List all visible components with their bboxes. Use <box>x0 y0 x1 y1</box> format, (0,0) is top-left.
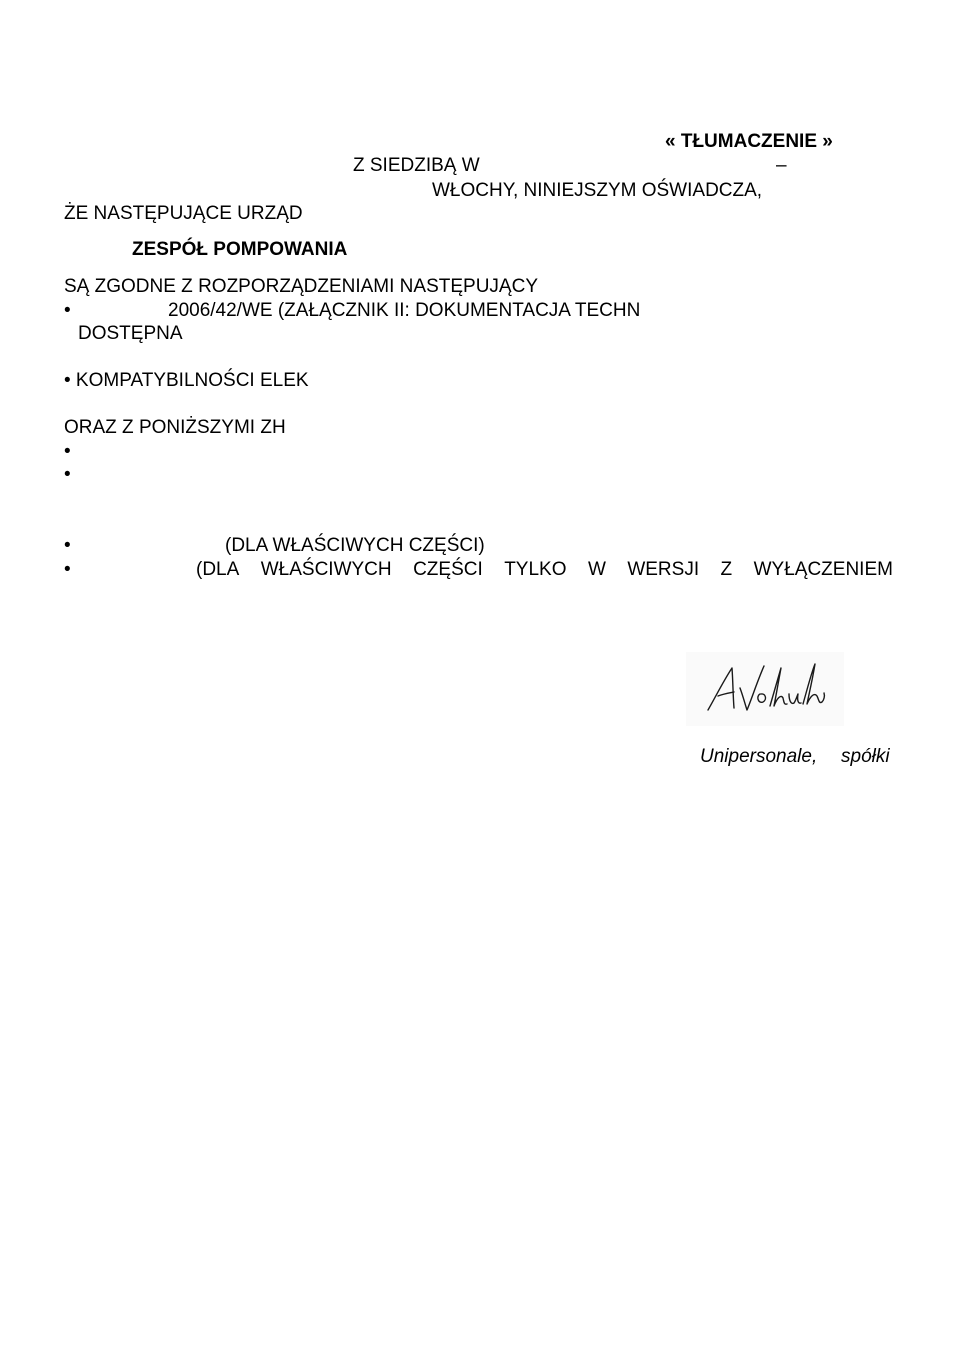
seat-text: Z SIEDZIBĄ W <box>353 155 480 176</box>
standard-bullet-4: • <box>64 559 71 580</box>
product-name: ZESPÓŁ POMPOWANIA <box>132 239 348 260</box>
directive-continuation: DOSTĘPNA <box>78 323 183 344</box>
standard-text-4 <box>196 559 893 581</box>
standards-intro: ORAZ Z PONIŻSZYMI ZH <box>64 417 286 438</box>
word: WYŁĄCZENIEM <box>753 559 893 580</box>
word: Z <box>720 559 733 580</box>
translation-label: « TŁUMACZENIE » <box>665 131 833 152</box>
word: (DLA <box>196 559 240 580</box>
company-word-1: Unipersonale, <box>700 746 818 767</box>
standard-bullet-1: • <box>64 441 71 462</box>
word: WŁAŚCIWYCH <box>260 559 392 580</box>
standard-text-3: (DLA WŁAŚCIWYCH CZĘŚCI) <box>225 535 485 556</box>
directive-bullet: • <box>64 300 71 321</box>
word: W <box>587 559 606 580</box>
standard-bullet-2: • <box>64 464 71 485</box>
country-line: WŁOCHY, NINIEJSZYM OŚWIADCZA, <box>432 180 763 201</box>
word: TYLKO <box>504 559 567 580</box>
emc-item: • KOMPATYBILNOŚCI ELEK <box>64 370 309 391</box>
conformity-intro: SĄ ZGODNE Z ROZPORZĄDZENIAMI NASTĘPUJĄCY <box>64 276 538 297</box>
handwritten-signature-icon <box>686 652 844 726</box>
dash: – <box>776 155 787 176</box>
word: CZĘŚCI <box>413 559 483 580</box>
word: WERSJI <box>627 559 700 580</box>
standard-bullet-3: • <box>64 535 71 556</box>
company-word-2: spółki <box>841 746 890 767</box>
directive-text: 2006/42/WE (ZAŁĄCZNIK II: DOKUMENTACJA TECHN <box>168 300 641 321</box>
devices-intro: ŻE NASTĘPUJĄCE URZĄD <box>64 203 303 224</box>
